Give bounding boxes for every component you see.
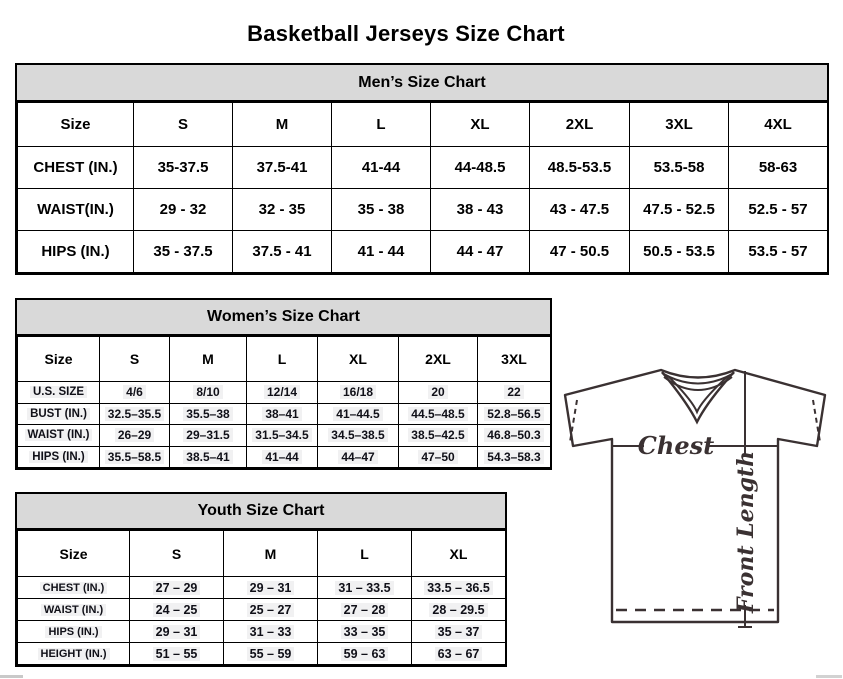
cell-text: 35.5–58.5 xyxy=(105,450,164,464)
cell-text: WAIST (IN.) xyxy=(41,604,106,616)
value-cell xyxy=(233,147,332,189)
value-cell xyxy=(170,382,247,404)
cell-text: 46.8–50.3 xyxy=(484,428,543,442)
value-cell xyxy=(318,403,399,425)
cell-text: 41 - 44 xyxy=(357,243,405,260)
front-length-label: Front Length xyxy=(733,450,759,614)
cell-text: 26–29 xyxy=(115,428,154,442)
column-header-row xyxy=(18,103,828,147)
cell-text: 38.5–41 xyxy=(183,450,232,464)
cell-text: 41-44 xyxy=(361,159,401,176)
cell-text: 31.5–34.5 xyxy=(252,428,311,442)
cell-text: 29 – 31 xyxy=(153,625,201,639)
cell-text: 22 xyxy=(504,385,523,399)
value-cell xyxy=(224,599,318,621)
cell-text: 37.5-41 xyxy=(256,159,308,176)
value-cell xyxy=(431,147,530,189)
cell-text: HIPS (IN.) xyxy=(41,243,110,260)
size-header-cell: Size xyxy=(18,531,130,577)
cell-text: 27 – 29 xyxy=(153,581,201,595)
value-cell xyxy=(247,403,318,425)
column-header-cell: M xyxy=(233,103,332,147)
mens-size-table xyxy=(17,102,828,273)
value-cell xyxy=(170,425,247,447)
table-row xyxy=(18,425,551,447)
cell-text: 38.5–42.5 xyxy=(408,428,467,442)
cell-text: HEIGHT (IN.) xyxy=(38,648,110,660)
table-row xyxy=(18,643,506,665)
value-cell xyxy=(530,189,630,231)
cell-text: 41–44 xyxy=(262,450,301,464)
value-cell xyxy=(412,643,506,665)
youth-chart-title: Youth Size Chart xyxy=(17,494,505,530)
value-cell xyxy=(224,643,318,665)
value-cell xyxy=(134,189,233,231)
value-cell xyxy=(130,643,224,665)
cell-text: 47 - 50.5 xyxy=(549,243,610,260)
value-cell xyxy=(318,621,412,643)
value-cell xyxy=(478,446,551,468)
column-header-row xyxy=(18,531,506,577)
value-cell xyxy=(170,403,247,425)
cell-text: 35.5–38 xyxy=(183,407,232,421)
cell-text: 50.5 - 53.5 xyxy=(643,243,715,260)
table-row xyxy=(18,599,506,621)
page-title: Basketball Jerseys Size Chart xyxy=(247,20,565,46)
cell-text: 35 - 38 xyxy=(357,201,405,218)
cell-text: 16/18 xyxy=(340,385,376,399)
column-header-cell: L xyxy=(247,337,318,382)
cell-text: 29 - 32 xyxy=(159,201,207,218)
cell-text: BUST (IN.) xyxy=(27,408,90,420)
cell-text: 25 – 27 xyxy=(247,603,295,617)
cell-text: WAIST(IN.) xyxy=(37,201,114,218)
column-header-row xyxy=(18,337,551,382)
value-cell xyxy=(134,231,233,273)
cell-text: 53.5 - 57 xyxy=(748,243,808,260)
table-row xyxy=(18,382,551,404)
cell-text: 58-63 xyxy=(758,159,798,176)
table-row xyxy=(18,147,828,189)
cell-text: 24 – 25 xyxy=(153,603,201,617)
column-header-cell: 4XL xyxy=(729,103,828,147)
value-cell xyxy=(399,425,478,447)
cell-text: 51 – 55 xyxy=(153,647,201,661)
screen-artifact-right xyxy=(816,675,842,678)
cell-text: 63 – 67 xyxy=(435,647,483,661)
value-cell xyxy=(412,599,506,621)
row-label-cell xyxy=(18,147,134,189)
cell-text: 44–47 xyxy=(338,450,377,464)
row-label-cell xyxy=(18,446,100,468)
cell-text: 48.5-53.5 xyxy=(547,159,612,176)
value-cell xyxy=(431,231,530,273)
cell-text: 44-48.5 xyxy=(454,159,506,176)
value-cell xyxy=(729,189,828,231)
table-row xyxy=(18,621,506,643)
cell-text: 12/14 xyxy=(264,385,300,399)
cell-text: 55 – 59 xyxy=(247,647,295,661)
cell-text: 38 - 43 xyxy=(456,201,504,218)
column-header-cell: 3XL xyxy=(630,103,729,147)
table-row xyxy=(18,446,551,468)
column-header-cell: 3XL xyxy=(478,337,551,382)
value-cell xyxy=(100,382,170,404)
row-label-cell xyxy=(18,382,100,404)
cell-text: WAIST (IN.) xyxy=(25,429,93,441)
cell-text: 33.5 – 36.5 xyxy=(424,581,493,595)
value-cell xyxy=(630,231,729,273)
cell-text: HIPS (IN.) xyxy=(29,451,87,463)
jersey-measurement-diagram xyxy=(556,358,842,638)
row-label-cell xyxy=(18,425,100,447)
cell-text: 33 – 35 xyxy=(341,625,389,639)
value-cell xyxy=(130,599,224,621)
row-label-cell xyxy=(18,599,130,621)
value-cell xyxy=(233,231,332,273)
value-cell xyxy=(233,189,332,231)
mens-chart-title: Men’s Size Chart xyxy=(17,65,827,102)
cell-text: 35-37.5 xyxy=(157,159,209,176)
column-header-cell: M xyxy=(170,337,247,382)
value-cell xyxy=(318,425,399,447)
value-cell xyxy=(630,189,729,231)
column-header-cell: XL xyxy=(412,531,506,577)
cell-text: HIPS (IN.) xyxy=(45,626,101,638)
cell-text: 43 - 47.5 xyxy=(549,201,610,218)
column-header-cell: XL xyxy=(318,337,399,382)
value-cell xyxy=(100,446,170,468)
value-cell xyxy=(332,231,431,273)
value-cell xyxy=(100,425,170,447)
cell-text: 35 – 37 xyxy=(435,625,483,639)
column-header-cell: S xyxy=(130,531,224,577)
table-row xyxy=(18,231,828,273)
size-header-cell: Size xyxy=(18,103,134,147)
cell-text: 59 – 63 xyxy=(341,647,389,661)
row-label-cell xyxy=(18,189,134,231)
cell-text: 37.5 - 41 xyxy=(252,243,312,260)
value-cell xyxy=(478,425,551,447)
value-cell xyxy=(130,577,224,599)
value-cell xyxy=(100,403,170,425)
column-header-cell: 2XL xyxy=(399,337,478,382)
cell-text: 52.5 - 57 xyxy=(748,201,808,218)
value-cell xyxy=(530,147,630,189)
value-cell xyxy=(399,382,478,404)
value-cell xyxy=(318,382,399,404)
cell-text: 32.5–35.5 xyxy=(105,407,164,421)
womens-chart-title: Women’s Size Chart xyxy=(17,300,550,336)
cell-text: 27 – 28 xyxy=(341,603,389,617)
mens-size-chart xyxy=(15,63,829,275)
value-cell xyxy=(247,425,318,447)
womens-size-table xyxy=(17,336,551,468)
youth-size-table xyxy=(17,530,506,665)
value-cell xyxy=(318,446,399,468)
cell-text: CHEST (IN.) xyxy=(40,582,108,594)
cell-text: U.S. SIZE xyxy=(30,386,87,398)
value-cell xyxy=(224,621,318,643)
value-cell xyxy=(332,189,431,231)
value-cell xyxy=(332,147,431,189)
value-cell xyxy=(399,403,478,425)
cell-text: 28 – 29.5 xyxy=(429,603,487,617)
cell-text: 29 – 31 xyxy=(247,581,295,595)
column-header-cell: S xyxy=(100,337,170,382)
cell-text: 20 xyxy=(428,385,447,399)
value-cell xyxy=(630,147,729,189)
value-cell xyxy=(170,446,247,468)
value-cell xyxy=(412,577,506,599)
column-header-cell: 2XL xyxy=(530,103,630,147)
cell-text: 8/10 xyxy=(193,385,222,399)
cell-text: 52.8–56.5 xyxy=(484,407,543,421)
row-label-cell xyxy=(18,577,130,599)
table-row xyxy=(18,189,828,231)
value-cell xyxy=(431,189,530,231)
value-cell xyxy=(318,643,412,665)
column-header-cell: L xyxy=(318,531,412,577)
value-cell xyxy=(530,231,630,273)
cell-text: 35 - 37.5 xyxy=(153,243,213,260)
value-cell xyxy=(247,446,318,468)
cell-text: 44 - 47 xyxy=(456,243,504,260)
row-label-cell xyxy=(18,621,130,643)
cell-text: CHEST (IN.) xyxy=(33,159,118,176)
screen-artifact-left xyxy=(0,675,23,678)
value-cell xyxy=(478,403,551,425)
value-cell xyxy=(318,599,412,621)
value-cell xyxy=(729,231,828,273)
cell-text: 31 – 33 xyxy=(247,625,295,639)
size-header-cell: Size xyxy=(18,337,100,382)
cell-text: 29–31.5 xyxy=(183,428,232,442)
cell-text: 31 – 33.5 xyxy=(335,581,393,595)
youth-size-chart xyxy=(15,492,507,667)
value-cell xyxy=(478,382,551,404)
cell-text: 32 - 35 xyxy=(258,201,306,218)
column-header-cell: S xyxy=(134,103,233,147)
value-cell xyxy=(247,382,318,404)
column-header-cell: M xyxy=(224,531,318,577)
cell-text: 53.5-58 xyxy=(653,159,705,176)
value-cell xyxy=(729,147,828,189)
value-cell xyxy=(412,621,506,643)
cell-text: 54.3–58.3 xyxy=(484,450,543,464)
value-cell xyxy=(318,577,412,599)
womens-size-chart xyxy=(15,298,552,470)
cell-text: 34.5–38.5 xyxy=(328,428,387,442)
value-cell xyxy=(224,577,318,599)
column-header-cell: XL xyxy=(431,103,530,147)
cell-text: 4/6 xyxy=(123,385,146,399)
jersey-diagram-svg xyxy=(556,358,842,638)
table-row xyxy=(18,577,506,599)
column-header-cell: L xyxy=(332,103,431,147)
table-row xyxy=(18,403,551,425)
value-cell xyxy=(134,147,233,189)
cell-text: 44.5–48.5 xyxy=(408,407,467,421)
cell-text: 38–41 xyxy=(262,407,301,421)
value-cell xyxy=(399,446,478,468)
cell-text: 41–44.5 xyxy=(333,407,382,421)
value-cell xyxy=(130,621,224,643)
cell-text: 47–50 xyxy=(418,450,457,464)
row-label-cell xyxy=(18,643,130,665)
row-label-cell xyxy=(18,231,134,273)
chest-label: Chest xyxy=(637,431,715,460)
row-label-cell xyxy=(18,403,100,425)
cell-text: 47.5 - 52.5 xyxy=(643,201,715,218)
